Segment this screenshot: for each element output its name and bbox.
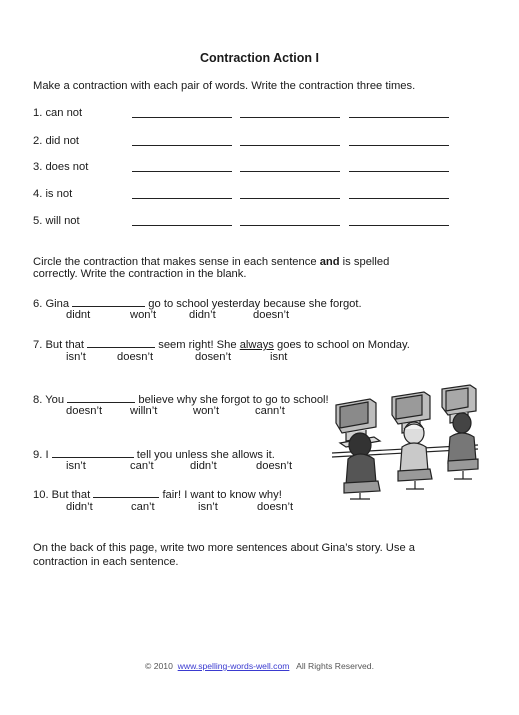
option-choice[interactable]: didn’t — [66, 501, 93, 513]
answer-line[interactable] — [349, 145, 449, 146]
answer-line[interactable] — [349, 198, 449, 199]
sentence-blank[interactable] — [93, 487, 159, 498]
sentence-8 — [33, 392, 329, 406]
pair-3-label: 3. does not — [33, 161, 89, 173]
sentence-blank[interactable] — [72, 296, 145, 307]
answer-line[interactable] — [240, 225, 340, 226]
pair-2-label: 2. did not — [33, 135, 80, 147]
option-choice[interactable]: doesn’t — [253, 309, 290, 321]
sentence-middle: seem right! She — [158, 339, 240, 351]
answer-line[interactable] — [240, 117, 340, 118]
option-choice[interactable]: won’t — [193, 405, 220, 417]
sentence-blank[interactable] — [52, 447, 134, 458]
underlined-word: always — [239, 339, 274, 351]
answer-line[interactable] — [240, 171, 340, 172]
answer-line[interactable] — [132, 145, 232, 146]
answer-line[interactable] — [349, 171, 449, 172]
sentence-start: 7. But that — [33, 339, 84, 351]
answer-line[interactable] — [132, 198, 232, 199]
instructions-part-2-line-2: correctly. Write the contraction in the blank. — [33, 268, 247, 280]
sentence-end: believe why she forgot to go to school! — [138, 394, 329, 406]
instruction-text: is spelled — [339, 256, 390, 268]
instruction-text: Circle the contraction that makes sense in each sentence — [33, 256, 320, 268]
option-choice[interactable]: cann’t — [255, 405, 285, 417]
sentence-start: 6. Gina — [33, 298, 70, 310]
option-choice[interactable]: willn’t — [130, 405, 158, 417]
answer-line[interactable] — [132, 117, 232, 118]
sentence-start: 8. You — [33, 394, 65, 406]
footer-copyright: © 2010 — [145, 661, 173, 671]
sentence-6 — [33, 296, 362, 310]
answer-line[interactable] — [349, 117, 449, 118]
footer — [0, 661, 519, 671]
option-choice[interactable]: doesn’t — [66, 405, 103, 417]
option-choice[interactable]: doesn’t — [117, 351, 154, 363]
option-choice[interactable]: won’t — [130, 309, 157, 321]
option-choice[interactable]: can’t — [131, 501, 155, 513]
option-choice[interactable]: can’t — [130, 460, 154, 472]
answer-line[interactable] — [240, 145, 340, 146]
sentence-7 — [33, 337, 410, 351]
sentence-blank[interactable] — [87, 337, 155, 348]
sentence-end: fair! I want to know why! — [162, 489, 282, 501]
option-choice[interactable]: isnt — [270, 351, 288, 363]
footer-link[interactable]: www.spelling-words-well.com — [177, 661, 290, 671]
closing-instructions-line-2: contraction in each sentence. — [33, 556, 179, 568]
footer-rights: All Rights Reserved. — [296, 661, 374, 671]
sentence-start: 10. But that — [33, 489, 91, 501]
instruction-bold-word: and — [319, 256, 340, 268]
option-choice[interactable]: didnt — [66, 309, 91, 321]
page-title: Contraction Action I — [200, 51, 319, 65]
sentence-end: tell you unless she allows it. — [136, 449, 275, 461]
sentence-blank[interactable] — [67, 392, 135, 403]
option-choice[interactable]: didn’t — [190, 460, 217, 472]
option-choice[interactable]: isn’t — [66, 460, 86, 472]
pair-5-label: 5. will not — [33, 215, 80, 227]
sentence-10 — [33, 487, 282, 501]
instructions-part-1: Make a contraction with each pair of words. Write the contraction three times. — [33, 80, 416, 92]
pair-1-label: 1. can not — [33, 107, 83, 119]
sentence-9 — [33, 447, 275, 461]
sentence-end: goes to school on Monday. — [273, 339, 410, 351]
pair-4-label: 4. is not — [33, 188, 73, 200]
option-choice[interactable]: didn’t — [189, 309, 216, 321]
instructions-part-2 — [33, 256, 389, 268]
closing-instructions-line-1: On the back of this page, write two more sentences about Gina’s story. Use a — [33, 542, 416, 554]
answer-line[interactable] — [132, 225, 232, 226]
option-choice[interactable]: isn’t — [66, 351, 86, 363]
sentence-end: go to school yesterday because she forgot. — [148, 298, 362, 310]
answer-line[interactable] — [349, 225, 449, 226]
answer-line[interactable] — [240, 198, 340, 199]
option-choice[interactable]: dosen’t — [195, 351, 232, 363]
option-choice[interactable]: doesn’t — [256, 460, 293, 472]
answer-line[interactable] — [132, 171, 232, 172]
sentence-start: 9. I — [33, 449, 49, 461]
option-choice[interactable]: doesn’t — [257, 501, 294, 513]
option-choice[interactable]: isn’t — [198, 501, 218, 513]
kids-at-computers-illustration — [330, 383, 480, 501]
